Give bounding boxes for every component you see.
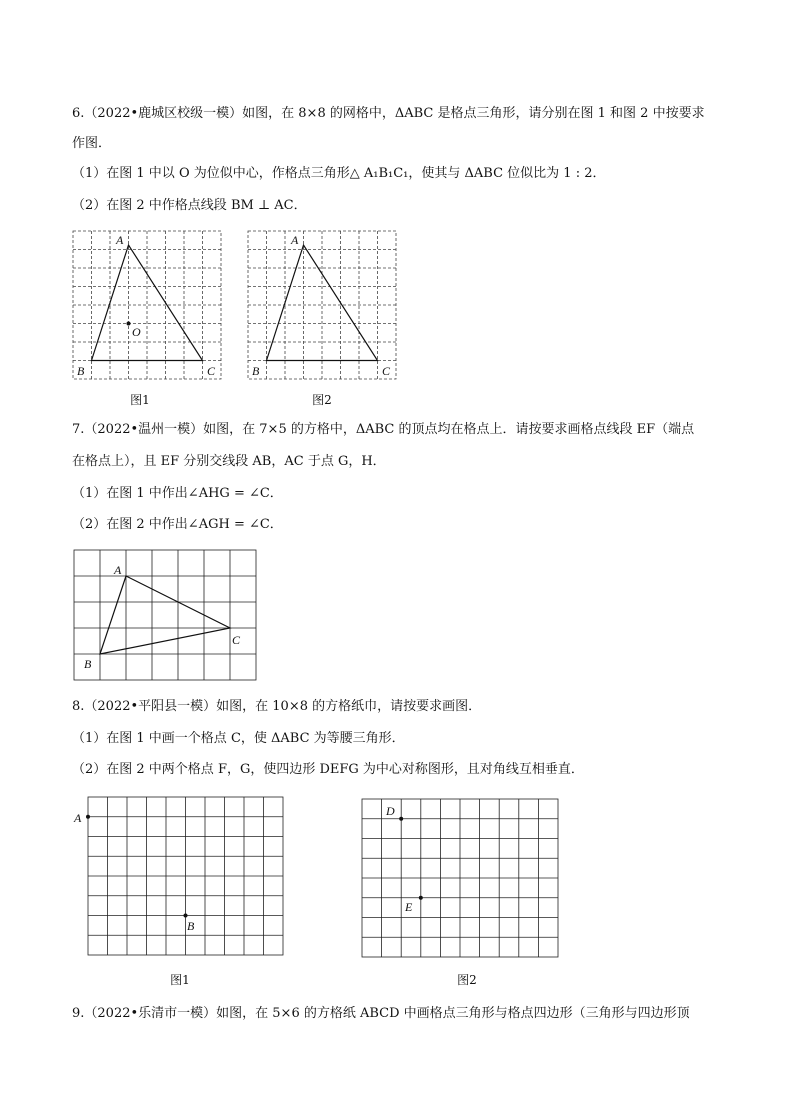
label-c: C [232, 633, 241, 647]
q7-part1: （1）在图 1 中作出∠AHG = ∠C． [72, 486, 283, 501]
label-b: B [187, 919, 195, 933]
q6-part1: （1）在图 1 中以 O 为位似中心，作格点三角形△ A₁B₁C₁，使其与 ΔABC 位似比为 1 : 2． [72, 166, 606, 181]
q8-line1: 8.（2022•平阳县一模）如图，在 10×8 的方格纸巾，请按要求画图． [72, 699, 482, 714]
label-o: O [132, 325, 141, 339]
q7-line2: 在格点上），且 EF 分别交线段 AB，AC 于点 G，H． [72, 454, 386, 469]
q8-fig1-caption: 图1 [170, 973, 190, 987]
q6-fig1-caption: 图1 [130, 393, 150, 407]
point-e [419, 896, 423, 900]
label-a: A [291, 233, 299, 247]
label-b: B [77, 364, 85, 378]
q7-part2: （2）在图 2 中作出∠AGH = ∠C． [72, 517, 283, 532]
q6-figure1 [70, 228, 225, 383]
q6-line2: 作图． [72, 136, 112, 151]
q6-part2: （2）在图 2 中作格点线段 BM ⊥ AC． [72, 198, 307, 213]
q8-part2: （2）在图 2 中两个格点 F，G，使四边形 DEFG 为中心对称图形，且对角线互相垂直． [72, 762, 584, 777]
q8-part1: （1）在图 1 中画一个格点 C，使 ΔABC 为等腰三角形． [72, 731, 405, 746]
point-b [184, 914, 188, 918]
label-b: B [84, 657, 92, 671]
q9-line1: 9.（2022•乐清市一模）如图，在 5×6 的方格纸 ABCD 中画格点三角形与格点四边形（三角形与四边形顶 [72, 1006, 690, 1021]
q8-figure2 [360, 797, 560, 961]
label-c: C [207, 364, 216, 378]
q7-figure [72, 548, 260, 684]
label-e: E [405, 900, 413, 914]
q6-figure2 [245, 228, 400, 383]
label-c: C [382, 364, 391, 378]
triangle-abc [100, 576, 230, 654]
point-o [127, 322, 131, 326]
label-a: A [116, 233, 124, 247]
q6-fig2-caption: 图2 [312, 393, 332, 407]
q7-line1: 7.（2022•温州一模）如图，在 7×5 的方格中，ΔABC 的顶点均在格点上．请按要求画格点线段 EF（端点 [72, 422, 695, 437]
point-d [399, 817, 403, 821]
label-a: A [74, 811, 82, 825]
label-d: D [386, 804, 395, 818]
q8-fig2-caption: 图2 [457, 973, 477, 987]
q8-figure1 [70, 792, 285, 962]
label-a: A [114, 563, 122, 577]
point-a [86, 815, 90, 819]
q6-line1: 6.（2022•鹿城区校级一模）如图，在 8×8 的网格中，ΔABC 是格点三角形，请分别在图 1 和图 2 中按要求 [72, 106, 705, 121]
label-b: B [252, 364, 260, 378]
